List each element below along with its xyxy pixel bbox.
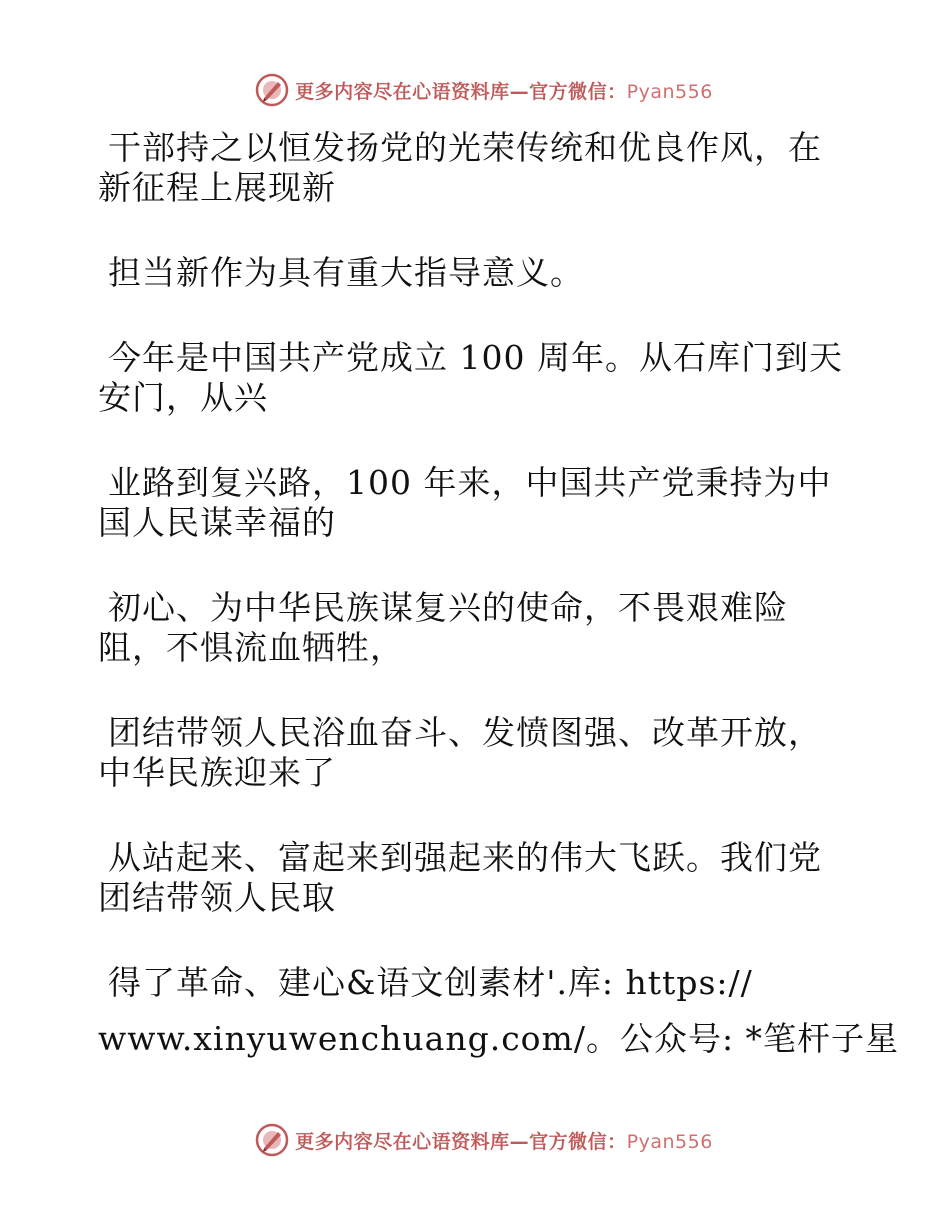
body-line: 从站起来、富起来到强起来的伟大飞跃。我们党	[108, 838, 822, 877]
body-line: 安门，从兴	[98, 378, 268, 417]
footer-banner	[0, 1120, 950, 1160]
footer-banner-text: 更多内容尽在心语资料库—官方微信：Pyan556	[295, 1130, 713, 1153]
header-banner-text: 更多内容尽在心语资料库—官方微信：Pyan556	[295, 80, 713, 103]
body-line: 担当新作为具有重大指导意义。	[108, 253, 584, 292]
body-line: www.xinyuwenchuang.com/。公众号: *笔杆子星	[98, 1019, 900, 1058]
document-body	[98, 128, 900, 1059]
pen-seal-logo-icon	[255, 1123, 289, 1157]
footer-wechat-id: Pyan556	[626, 1130, 713, 1153]
body-line: 中华民族迎来了	[98, 753, 336, 792]
body-line: 干部持之以恒发扬党的光荣传统和优良作风，在	[108, 128, 822, 167]
body-line: 团结带领人民取	[98, 878, 336, 917]
body-line: 新征程上展现新	[98, 168, 336, 207]
body-line: 国人民谋幸福的	[98, 503, 336, 542]
pen-seal-logo-icon	[255, 73, 289, 107]
body-line: 业路到复兴路，100 年来，中国共产党秉持为中	[108, 463, 832, 502]
header-banner	[0, 70, 950, 110]
body-line: 今年是中国共产党成立 100 周年。从石库门到天	[108, 338, 843, 377]
header-wechat-id: Pyan556	[626, 80, 713, 103]
header-banner-inner	[255, 73, 713, 107]
body-line: 团结带领人民浴血奋斗、发愤图强、改革开放，	[108, 713, 822, 752]
body-line: 初心、为中华民族谋复兴的使命，不畏艰难险	[108, 588, 788, 627]
body-line: 得了革命、建心&语文创素材'.库: https://	[108, 963, 753, 1002]
footer-banner-inner	[255, 1123, 713, 1157]
body-line: 阻，不惧流血牺牲，	[98, 628, 404, 667]
